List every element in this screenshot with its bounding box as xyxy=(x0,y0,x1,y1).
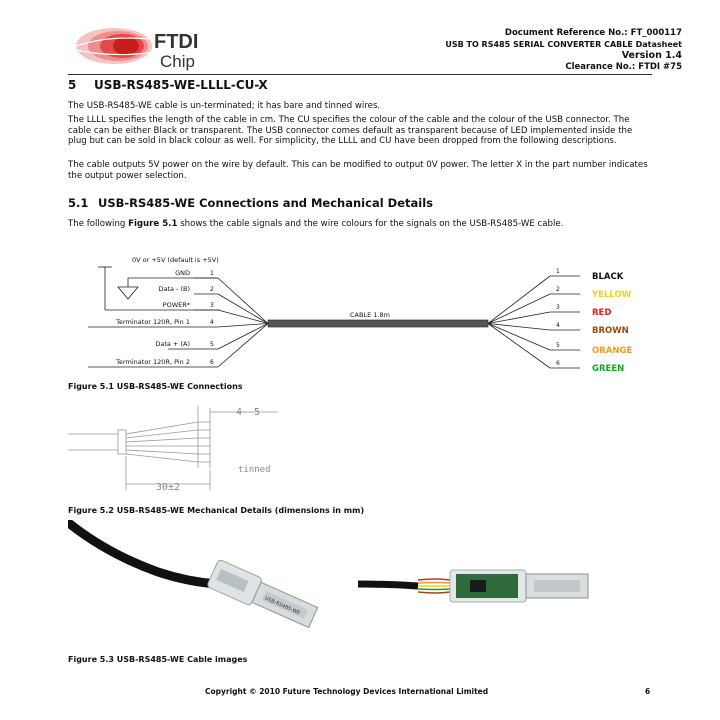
wire-number: 1 xyxy=(556,268,560,275)
fan-wire xyxy=(488,324,550,331)
footer-copyright: Copyright © 2010 Future Technology Devices International Limited xyxy=(205,687,489,696)
left-pin-group xyxy=(115,269,214,366)
fan-wire xyxy=(488,294,550,324)
section-number: 5.1 xyxy=(68,196,89,210)
pin-label: Data - (B) xyxy=(158,285,190,293)
para-power-output: The cable outputs 5V power on the wire by default. This can be modified to output 0V power. The letter X in the part number indicates the output power selection. xyxy=(68,160,648,181)
doc-clearance: Clearance No.: FTDI #75 xyxy=(565,62,682,72)
figure-5-3-caption: Figure 5.3 USB-RS485-WE Cable images xyxy=(68,655,248,664)
ftdi-chip-logo xyxy=(72,24,222,72)
doc-version: Version 1.4 xyxy=(621,50,682,61)
wire-number: 3 xyxy=(556,304,560,311)
fan-wire xyxy=(488,276,550,324)
doc-title: USB TO RS485 SERIAL CONVERTER CABLE Datasheet xyxy=(445,40,682,49)
pin-number: 2 xyxy=(210,286,214,293)
cable-photo-left xyxy=(68,520,328,646)
pin-number: 6 xyxy=(210,359,214,366)
header-divider xyxy=(68,74,652,75)
fan-wire xyxy=(218,294,268,324)
mechanical-drawing xyxy=(68,404,308,496)
para-llll-cu: The LLLL specifies the length of the cable in cm. The CU specifies the colour of the cable and the colour of the USB connector. The cable can be either Black or transparent. The USB connector comes default as transparent because of LED implemented inside the plug but can be sold in black colour as well. For simplicity, the LLLL and CU have been dropped from the following descriptions. xyxy=(68,115,633,147)
page-number: 6 xyxy=(645,687,651,696)
section-number: 5 xyxy=(68,78,77,92)
section-title: USB-RS485-WE Connections and Mechanical Details xyxy=(98,196,433,210)
para-figure-intro: The following Figure 5.1 shows the cable signals and the wire colours for the signals on the USB-RS485-WE cable. xyxy=(68,219,564,229)
wire-color-label: BLACK xyxy=(592,272,624,282)
cable-photo-right xyxy=(358,560,608,620)
length-dimension-label: 30±2 xyxy=(156,482,181,493)
wire-number: 4 xyxy=(556,322,560,329)
pin-number: 5 xyxy=(210,341,214,348)
doc-reference: Document Reference No.: FT_000117 xyxy=(504,28,682,38)
right-wire-group xyxy=(556,268,632,374)
wire-number: 5 xyxy=(556,342,560,349)
pin-label: Terminator 120R, Pin 2 xyxy=(116,358,190,366)
logo-swirl-icon xyxy=(76,28,158,64)
wire-color-label: RED xyxy=(592,308,612,318)
section-5-1-heading xyxy=(68,196,433,210)
para-unterminated: The USB-RS485-WE cable is un-terminated; it has bare and tinned wires. xyxy=(68,101,381,111)
document-header xyxy=(445,28,682,73)
pin-label: POWER* xyxy=(162,301,190,309)
fan-wire xyxy=(488,312,550,324)
logo-text-ftdi: FTDI xyxy=(154,31,199,53)
cable-body xyxy=(268,320,488,327)
pin-number: 4 xyxy=(210,319,214,326)
wire-color-label: GREEN xyxy=(592,364,625,374)
plug-label: USB-RS485-WE xyxy=(263,595,301,617)
cable-length-label: CABLE 1.8m xyxy=(350,311,390,319)
wire-number: 6 xyxy=(556,360,560,367)
figure-5-2-caption: Figure 5.2 USB-RS485-WE Mechanical Details (dimensions in mm) xyxy=(68,506,365,515)
section-5-heading xyxy=(68,78,268,92)
wire-number: 2 xyxy=(556,286,560,293)
section-title: USB-RS485-WE-LLLL-CU-X xyxy=(94,78,268,92)
logo-text-chip: Chip xyxy=(160,52,195,71)
tip-dimension-label: 4--5 xyxy=(236,407,261,418)
pin-number: 1 xyxy=(210,270,214,277)
pin-number: 3 xyxy=(210,302,214,309)
power-note-label: 0V or +5V (default is +5V) xyxy=(132,256,219,264)
pin-label: GND xyxy=(175,269,190,277)
tinned-label: tinned xyxy=(238,465,271,475)
pin-label: Data + (A) xyxy=(155,340,190,348)
wire-color-label: BROWN xyxy=(592,326,629,336)
figure-5-1-caption: Figure 5.1 USB-RS485-WE Connections xyxy=(68,382,243,391)
connections-diagram xyxy=(68,250,652,380)
wire-color-label: ORANGE xyxy=(592,346,633,356)
wire-color-label: YELLOW xyxy=(592,290,632,300)
fan-wire xyxy=(218,324,268,328)
pin-label: Terminator 120R, Pin 1 xyxy=(116,318,190,326)
